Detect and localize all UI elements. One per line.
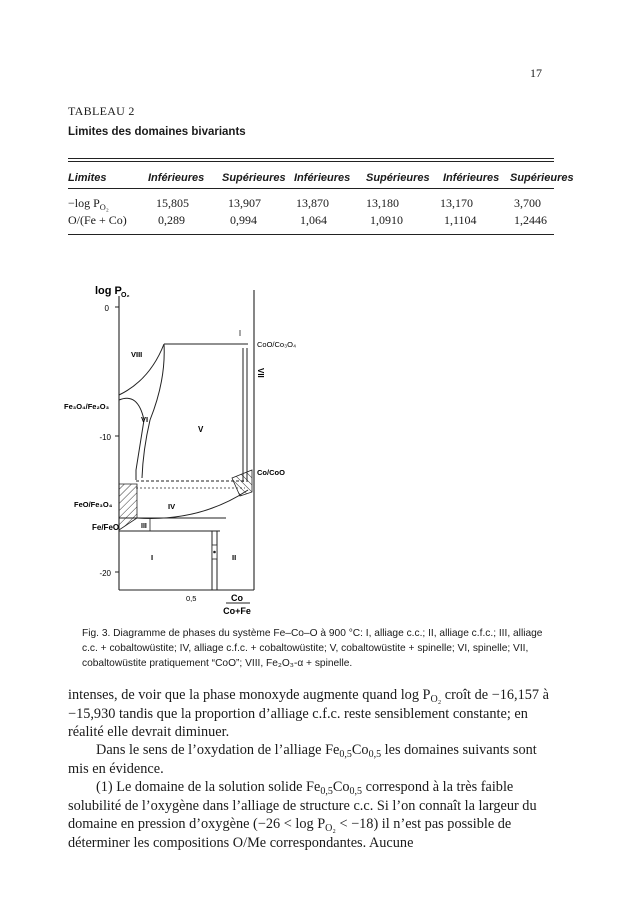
domain-label-vi: VI: [141, 415, 149, 424]
table-cell: 1,064: [300, 213, 327, 227]
hatched-right: [232, 470, 252, 496]
table-title: TABLEAU 2: [68, 104, 135, 118]
domain-label-iii: III: [141, 523, 147, 530]
table-cell: 0,289: [158, 213, 185, 227]
domain-label-viii: VIII: [131, 350, 143, 359]
page-number: 17: [530, 66, 542, 80]
table-header-col1: Inférieures: [148, 172, 205, 184]
table-cell: 15,805: [156, 196, 189, 210]
paragraph-2: Dans le sens de l’oxydation de l’alliage $Fe_{0,5}Co_{0,5}$ les domaines suivants sont mis en évidence.: [68, 742, 537, 777]
table-cell: 13,170: [440, 196, 473, 210]
table-row-label: −log $P_{O_2}$: [68, 196, 109, 212]
label-co-coo: Co/CoO: [257, 468, 285, 477]
table-cell: 1,0910: [370, 213, 403, 227]
label-feo-fe3o4: FeO/Fe₃O₄: [74, 500, 113, 509]
table-cell: 3,700: [514, 196, 541, 210]
table-cell: 0,994: [230, 213, 257, 227]
table-header-col5: Inférieures: [443, 172, 500, 184]
y-axis-label: log P: [95, 285, 122, 297]
paragraph-3: (1) Le domaine de la solution solide $Fe_{0,5}Co_{0,5}$ correspond à la très faible solubilité de l’oxygène dans l’alliage de structure c.c. Si l’on connaît la largeur du domaine en pression d’oxygène $(-26 < \log P_{O_2} < -18)$ il n’est pas possible de déterminer les compositions O/Me correspondantes. Aucune: [68, 779, 537, 851]
label-fe-feo: Fe/FeO: [92, 523, 120, 532]
table-subtitle: Limites des domaines bivariants: [68, 126, 246, 138]
paragraph-1: intenses, de voir que la phase monoxyde augmente quand $\log P_{O_2}$ croît de −16,157 à −15,930 tandis que la proportion d’alliage c.f.c. reste sensiblement constante; en réalité elle devrait diminuer.: [68, 687, 549, 740]
table-header-col2: Supérieures: [222, 172, 286, 184]
hatched-left: [119, 484, 137, 530]
label-fe3o4-fe2o3: Fe₃O₄/Fe₂O₃: [64, 402, 110, 411]
domain-label-ii: II: [232, 553, 237, 562]
y-tick-label-0: 0: [104, 304, 109, 313]
table-cell: 13,870: [296, 196, 329, 210]
x-label-bottom: Co+Fe: [223, 606, 251, 616]
domain-label-iv: IV: [168, 502, 176, 511]
y-axis-label-sub: O₂: [121, 292, 130, 299]
y-tick-label-20: -20: [99, 569, 111, 578]
table-cell: 13,907: [228, 196, 261, 210]
iv-lower-boundary: [137, 490, 248, 518]
vi-right-boundary: [142, 344, 164, 478]
table-header-col3: Inférieures: [294, 172, 351, 184]
vi-left-boundary: [119, 398, 144, 480]
domain-label-vii: VII: [256, 368, 265, 378]
domain-label-v: V: [198, 425, 204, 434]
x-tick-label-05: 0,5: [186, 594, 197, 603]
table-header-limites: Limites: [68, 172, 107, 184]
table-header-col4: Supérieures: [366, 172, 430, 184]
table-cell: 1,1104: [444, 213, 477, 227]
figure-caption: Fig. 3. Diagramme de phases du système Fe–Co–O à 900 °C: I, alliage c.c.; II, alliage c.f.c.; III, alliage c.c. + cobaltowüstite; IV, alliage c.f.c. + cobaltowüstite; V, cobaltowüstite + spinelle; VI, spinelle; VII, cobaltowüstite pratiquement “CoO”; VIII, Fe₂O₃-α + spinelle.: [82, 628, 543, 669]
table-row-label: O/(Fe + Co): [68, 213, 127, 227]
table-cell: 13,180: [366, 196, 399, 210]
table-cell: 1,2446: [514, 213, 547, 227]
label-coo-co3o4: CoO/Co₃O₄: [257, 340, 297, 349]
y-tick-label-10: -10: [99, 433, 111, 442]
domain-label-i: I: [151, 553, 154, 562]
x-label-top: Co: [231, 593, 243, 603]
table-header-col6: Supérieures: [510, 172, 574, 184]
